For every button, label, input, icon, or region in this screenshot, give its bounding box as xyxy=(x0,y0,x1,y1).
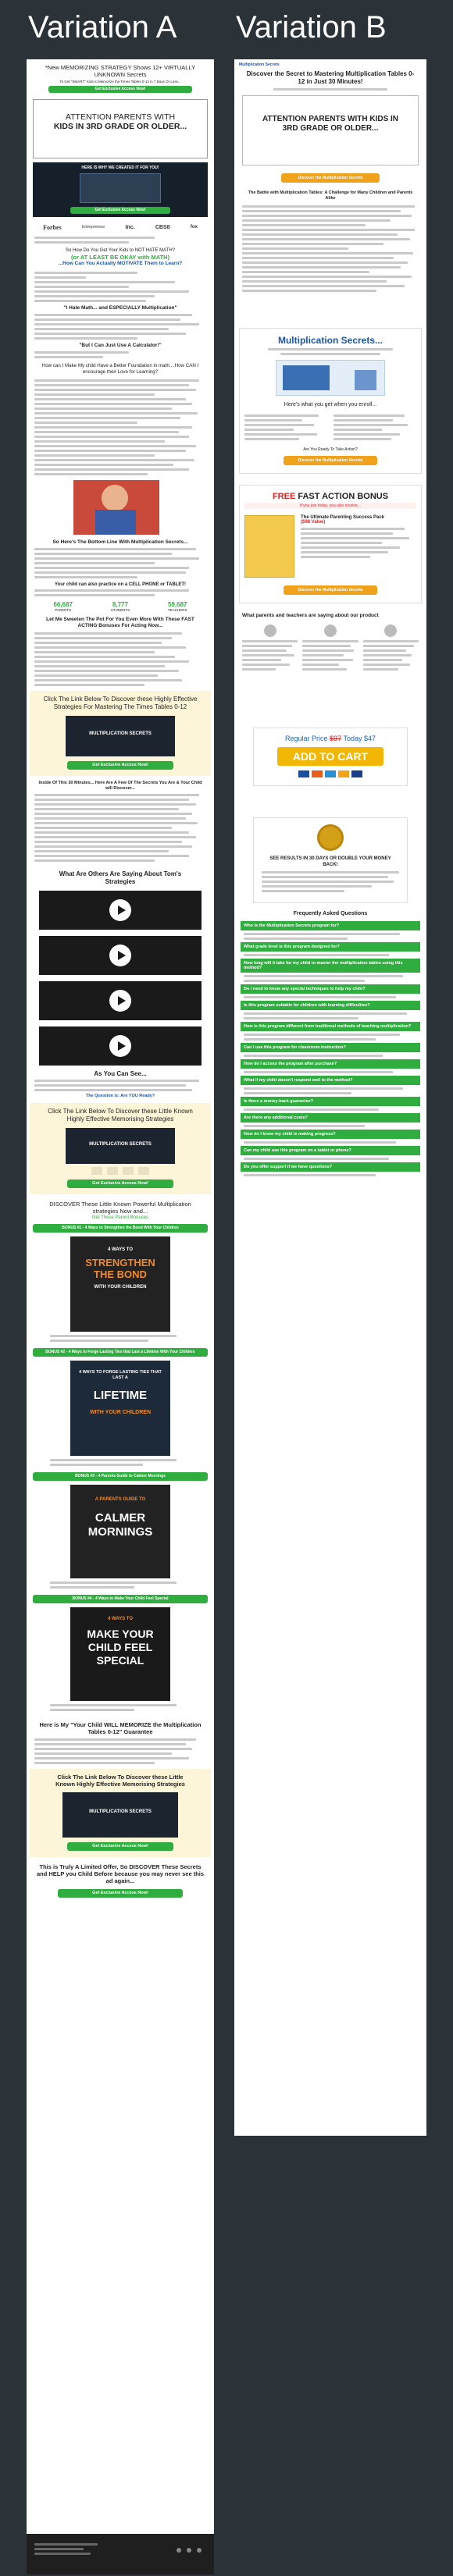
b-old-price: $97 xyxy=(330,735,342,742)
bonus-list xyxy=(34,632,206,686)
b-product-devices-image xyxy=(276,360,385,396)
pre-title: *New MEMORIZING STRATEGY Shows 12+ VIRTUALLY UNKNOWN Secrets xyxy=(45,64,196,78)
body-copy-3 xyxy=(34,351,206,358)
b-cta-button-1[interactable]: Discover the Multiplication Secrets xyxy=(281,173,380,183)
access-button-1[interactable]: Get Exclusive Access Now! xyxy=(67,761,173,770)
logo-entrepreneur: Entrepreneur xyxy=(82,225,105,229)
bonus-2-bar: BONUS #2 - 4 Ways to Forge Lasting Ties that Last a Lifetime With Your Children xyxy=(33,1348,208,1357)
b-faq-item[interactable]: Is there a money-back guarantee? xyxy=(241,1097,420,1106)
limited-offer-heading: This is Truly A Limited Offer, So DISCOVER These Secrets and HELP you Child Before because you may never see this ad again... xyxy=(36,1863,205,1884)
b-battle-item xyxy=(242,215,419,226)
b-free-bonus-heading: FREE FAST ACTION BONUS xyxy=(272,492,389,501)
b-battle-item xyxy=(242,252,419,259)
b-faq-item[interactable]: Is this program suitable for children with learning difficulties? xyxy=(241,1001,420,1010)
testimonial-video-4[interactable] xyxy=(39,1026,202,1066)
variation-b-page xyxy=(234,59,426,2136)
hate-math-quote: "I Hate Math... and ESPECIALLY Multiplication" xyxy=(63,305,177,311)
paypal-icon xyxy=(351,770,362,777)
discover-section-1 xyxy=(30,691,211,776)
hero-access-button[interactable]: Get Exclusive Access Now! xyxy=(70,207,170,214)
better-foundation: How can I Make My child Have a Better Foundation in math... How CAN I encourage their Love for Learning? xyxy=(41,363,199,375)
bonus-4-desc xyxy=(50,1704,191,1711)
b-battle-item xyxy=(242,205,419,212)
b-pack-title: The Ultimate Parenting Success Pack xyxy=(301,515,385,520)
b-title: Discover the Secret to Mastering Multiplication Tables 0-12 in Just 30 Minutes! xyxy=(246,70,415,85)
hero-image xyxy=(33,162,208,217)
b-faq-item[interactable]: How long will it take for my child to master the multiplication tables using this method? xyxy=(241,959,420,973)
b-faq-heading: Frequently Asked Questions xyxy=(293,911,368,916)
play-icon[interactable] xyxy=(109,1035,131,1057)
b-pack-value: ($98 Value) xyxy=(301,520,326,525)
b-cta-button-3[interactable]: Discover the Multiplication Secrets xyxy=(284,585,377,595)
top-access-button[interactable]: Get Exclusive Access Now! xyxy=(48,86,192,93)
b-add-to-cart-button[interactable]: ADD TO CART xyxy=(277,747,383,766)
attention-box xyxy=(33,99,208,158)
bonus-3-book: A PARENTS GUIDE TO CALMER MORNINGS xyxy=(70,1485,170,1578)
question-line-3: ...How Can You Actually MOTIVATE Them to Learn? xyxy=(58,261,183,266)
b-product-sub xyxy=(268,348,393,355)
bonus-1-desc xyxy=(50,1335,191,1342)
b-today-price: Today $47 xyxy=(343,735,376,742)
b-feature-column xyxy=(334,412,416,443)
b-bonus-sub: If you join today, you also receive... xyxy=(244,503,416,509)
b-ready-text: Are You Ready To Take Action? xyxy=(303,447,358,452)
variation-b-heading: Variation B xyxy=(236,10,387,44)
stats-row xyxy=(34,601,206,612)
b-testimonial-card xyxy=(302,624,358,673)
instagram-icon[interactable] xyxy=(197,2548,202,2553)
b-battle-item xyxy=(242,238,419,250)
bonus-1-book: 4 WAYS TO STRENGTHEN THE BOND WITH YOUR CHILDREN xyxy=(70,1236,170,1332)
pre-subtitle: To Get "SMART" Kids to Memorize the Times Tables 0-12 in 7 Days Or Less... xyxy=(59,80,181,84)
body-copy-4 xyxy=(34,379,206,475)
calculator-quote: "But I Can Just Use A Calculator!" xyxy=(79,343,162,348)
b-bonus-panel xyxy=(239,485,422,603)
as-you-see-copy xyxy=(34,1080,206,1091)
question-line-2: (or AT LEAST BE OKAY with MATH) xyxy=(70,254,170,261)
b-attention-box: ATTENTION PARENTS WITH KIDS IN 3RD GRADE OR OLDER... xyxy=(242,95,419,165)
mastercard-icon xyxy=(312,770,323,777)
b-product-brand: Multiplication Secrets... xyxy=(277,335,383,346)
facebook-icon[interactable] xyxy=(177,2548,181,2553)
cellphone-copy xyxy=(34,589,206,596)
attention-text: ATTENTION PARENTS WITH xyxy=(65,112,176,122)
b-faq-item[interactable]: Can my child use this program on a tablet or phone? xyxy=(241,1146,420,1155)
b-pack-items xyxy=(301,528,416,558)
bonus-4-book: 4 WAYS TO MAKE YOUR CHILD FEEL SPECIAL xyxy=(70,1607,170,1701)
twitter-icon[interactable] xyxy=(187,2548,191,2553)
discover-heading-4: Click The Link Below To Discover these Little Known Highly Effective Memorising Strategies xyxy=(55,1774,185,1788)
b-guarantee-copy xyxy=(262,871,399,892)
cellphone-heading: Your child can also practice on a CELL PHONE or TABLET! xyxy=(54,582,187,587)
b-faq-item[interactable]: Can I use this program for classroom instruction? xyxy=(241,1043,420,1052)
b-faq-item[interactable]: Are there any additional costs? xyxy=(241,1113,420,1123)
b-faq-item[interactable]: What grade level is this program designed for? xyxy=(241,942,420,952)
avatar xyxy=(384,624,397,637)
hero-device-graphic xyxy=(80,173,161,203)
variation-a-heading: Variation A xyxy=(28,10,177,44)
guarantee-copy xyxy=(34,1738,206,1764)
stat-students: 8,777 STUDENTS xyxy=(110,601,130,612)
product-bundle-image-1: MULTIPLICATION SECRETS xyxy=(66,716,175,756)
countdown-timer xyxy=(36,1167,205,1175)
press-logos xyxy=(33,222,208,233)
product-bundle-image-4: MULTIPLICATION SECRETS xyxy=(62,1792,178,1838)
hero-caption: HERE IS WHY WE CREATED IT FOR YOU! xyxy=(81,165,159,170)
testimonial-video-3[interactable] xyxy=(39,981,202,1020)
question-line-1: So How Do You Get Your Kids to NOT HATE MATH? xyxy=(65,248,176,253)
play-icon[interactable] xyxy=(109,945,131,966)
b-faq-item[interactable]: What if my child doesn't respond well to the method? xyxy=(241,1076,420,1085)
bottom-line-copy xyxy=(34,548,206,578)
b-faq-item[interactable]: Do I need to know any special techniques to help my child? xyxy=(241,984,420,994)
b-price-line xyxy=(262,735,399,742)
b-enroll-panel xyxy=(239,328,422,474)
b-pack-row xyxy=(244,515,416,578)
testimonial-video-1[interactable] xyxy=(39,891,202,930)
b-faq-item[interactable]: Do you offer support if we have questions? xyxy=(241,1162,420,1172)
stat-teachers: 59,687 TEACHERS xyxy=(168,601,187,612)
b-enroll-features xyxy=(244,412,416,443)
testimonial-video-2[interactable] xyxy=(39,936,202,975)
b-regular-price-label: Regular Price xyxy=(285,735,328,742)
b-guarantee-box xyxy=(253,817,408,903)
others-heading: What Are Others Are Saying About Tom's Strategies xyxy=(59,870,182,885)
b-testimonials-row xyxy=(242,624,419,673)
bonus-2-desc xyxy=(50,1459,191,1466)
b-price-box xyxy=(253,728,408,786)
product-bundle-image-2: MULTIPLICATION SECRETS xyxy=(66,1128,175,1164)
child-photo xyxy=(73,480,159,535)
logo-inc: Inc. xyxy=(125,224,135,230)
body-copy-1 xyxy=(34,272,206,302)
b-logo: Multiplication Secrets xyxy=(239,62,280,67)
b-testimonial-card xyxy=(242,624,298,673)
access-button-4[interactable]: Get Exclusive Access Now! xyxy=(58,1889,183,1898)
discover-heading-1: Click The Link Below To Discover these Highly Effective Strategies For Mastering The Times Tables 0-12 xyxy=(43,696,198,710)
b-faq-item[interactable]: How do I know my child is making progress? xyxy=(241,1130,420,1139)
b-payment-icons xyxy=(262,770,399,777)
b-guarantee-heading: SEE RESULTS IN 30 DAYS OR DOUBLE YOUR MONEY BACK! xyxy=(269,856,391,867)
logo-cbs8: CBS8 xyxy=(155,224,170,230)
as-you-see: As You Can See... xyxy=(94,1070,147,1077)
bonus-3-desc xyxy=(50,1582,191,1589)
guarantee-heading: Here is My "Your Child WILL MEMORIZE the Multiplication Tables 0-12" Guarantee xyxy=(39,1721,202,1735)
b-faq-list xyxy=(241,921,420,1176)
money-back-seal-icon xyxy=(317,824,344,851)
discover-section-4 xyxy=(30,1769,211,1857)
b-testimonial-card xyxy=(363,624,419,673)
discover-section-2 xyxy=(30,1103,211,1194)
bonus-3-bar: BONUS #3 - 4 Parents Guide to Calmer Mornings xyxy=(33,1472,208,1481)
ready-question: The Question is: Are YOU Ready? xyxy=(85,1094,155,1098)
avatar xyxy=(324,624,337,637)
discover-heading-2: Click The Link Below To Discover these Little Known Highly Effective Memorising Strategies xyxy=(48,1108,193,1123)
b-testimonials-heading: What parents and teachers are saying about our product xyxy=(242,613,379,618)
b-battle-heading: The Battle with Multiplication Tables: A Challenge for Many Children and Parents Alike xyxy=(248,190,413,201)
access-button-3[interactable]: Get Exclusive Access Now! xyxy=(67,1842,173,1851)
b-pack-image xyxy=(244,515,294,578)
discover-card-icon xyxy=(338,770,349,777)
bonus-4-bar: BONUS #4 - 4 Ways to Make Your Child Feel Special xyxy=(33,1595,208,1603)
logo-forbes: Forbes xyxy=(43,223,62,231)
b-battle-list xyxy=(242,205,419,292)
social-icons xyxy=(177,2548,205,2553)
visa-icon xyxy=(298,770,309,777)
b-battle-item xyxy=(242,285,419,292)
play-icon[interactable] xyxy=(109,990,131,1012)
b-feature-column xyxy=(244,412,327,443)
amex-icon xyxy=(325,770,336,777)
logo-fox: fox xyxy=(190,225,198,229)
access-button-2[interactable]: Get Exclusive Access Now! xyxy=(67,1179,173,1188)
bonus-2-book: 4 WAYS TO FORGE LASTING TIES THAT LAST A LIFETIME WITH YOUR CHILDREN xyxy=(70,1361,170,1456)
bonus-1-bar: BONUS #1 - 4 Ways to Strengthen the Bond With Your Children xyxy=(33,1224,208,1233)
play-icon[interactable] xyxy=(109,899,131,921)
body-copy-2 xyxy=(34,314,206,340)
b-battle-item xyxy=(242,276,419,283)
b-battle-item xyxy=(242,262,419,273)
b-faq-item[interactable]: Who is the Multiplication Secrets program for? xyxy=(241,921,420,930)
sweeten-heading: Let Me Sweeten The Pot For You Even More With These FAST ACTING Bonuses For Acting Now... xyxy=(46,617,194,628)
intro-copy xyxy=(34,237,206,244)
variation-a-page xyxy=(27,59,214,2574)
b-cta-button-2[interactable]: Discover the Multiplication Secrets xyxy=(284,456,377,465)
b-faq-item[interactable]: How is this program different from traditional methods of teaching multiplication? xyxy=(241,1022,420,1031)
parent-bonuses-subtitle: Get These Parent Bonuses xyxy=(91,1215,149,1220)
attention-strong: KIDS IN 3RD GRADE OR OLDER... xyxy=(53,122,187,131)
stat-parents: 66,687 PARENTS xyxy=(53,601,73,612)
b-title-sub xyxy=(273,88,387,91)
inside-heading: Inside Of This 30 Minutes... Here Are A Few Of The Secrets You Are & Your Child will Discover... xyxy=(38,781,202,791)
b-faq-item[interactable]: How do I access the program after purchase? xyxy=(241,1059,420,1069)
b-battle-item xyxy=(242,229,419,236)
secrets-list xyxy=(34,794,206,862)
bottom-line-heading: So Here's The Bottom Line With Multiplication Secrets... xyxy=(52,539,188,545)
discover-heading-3: DISCOVER These Little Known Powerful Multiplication strategies Now and... xyxy=(49,1201,191,1215)
avatar xyxy=(264,624,276,637)
page-footer xyxy=(27,2534,214,2574)
b-enroll-heading: Here's what you get when you enroll... xyxy=(284,402,377,407)
footer-links xyxy=(34,2543,105,2555)
